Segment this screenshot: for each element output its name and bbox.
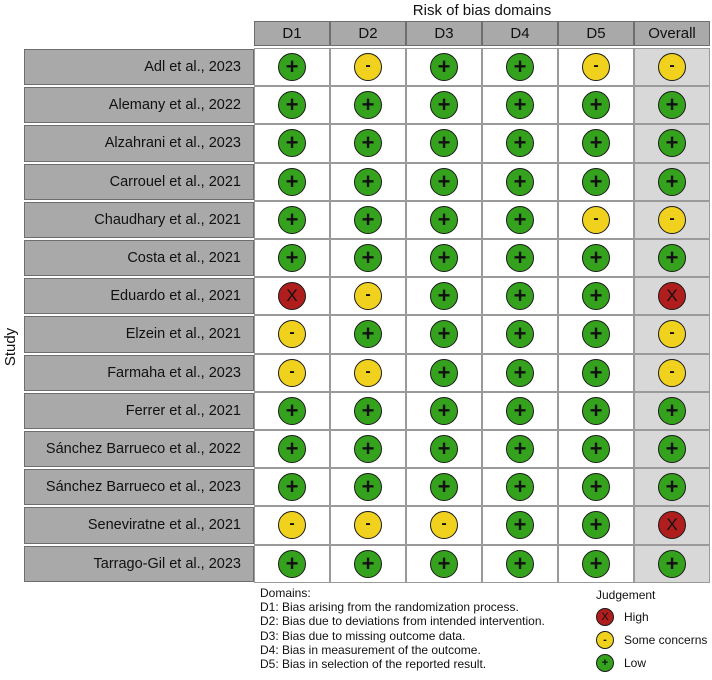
study-label: Elzein et al., 2021 (24, 316, 254, 352)
rating-cell (482, 430, 558, 468)
rating-cell (330, 48, 406, 86)
rating-cell (330, 315, 406, 353)
domains-legend-heading: Domains: (260, 586, 311, 600)
rating-cell (558, 430, 634, 468)
low-risk-icon: + (506, 129, 534, 157)
low-risk-icon: + (354, 435, 382, 463)
rating-cell (558, 468, 634, 506)
low-risk-icon: + (506, 206, 534, 234)
low-risk-icon: + (582, 550, 610, 578)
high-risk-icon: X (658, 511, 686, 539)
low-risk-icon: + (596, 654, 614, 672)
low-risk-icon: + (430, 435, 458, 463)
low-risk-icon: + (354, 550, 382, 578)
low-risk-icon: + (582, 397, 610, 425)
rating-cell (254, 201, 330, 239)
rating-cell (558, 392, 634, 430)
rating-cell (482, 201, 558, 239)
low-risk-icon: + (278, 91, 306, 119)
rating-cell (634, 48, 710, 86)
rating-cell (558, 48, 634, 86)
low-risk-icon: + (354, 397, 382, 425)
some-concerns-icon: - (278, 359, 306, 387)
low-risk-icon: + (506, 168, 534, 196)
low-risk-icon: + (354, 129, 382, 157)
low-risk-icon: + (506, 359, 534, 387)
low-risk-icon: + (430, 168, 458, 196)
study-label: Ferrer et al., 2021 (24, 393, 254, 429)
low-risk-icon: + (430, 244, 458, 272)
low-risk-icon: + (430, 473, 458, 501)
low-risk-icon: + (506, 244, 534, 272)
low-risk-icon: + (354, 206, 382, 234)
low-risk-icon: + (582, 129, 610, 157)
judgement-legend-some (596, 631, 708, 654)
judgement-legend-low-label: Low (624, 656, 647, 670)
low-risk-icon: + (506, 473, 534, 501)
rating-cell (254, 545, 330, 583)
low-risk-icon: + (278, 129, 306, 157)
rating-cell (558, 506, 634, 544)
some-concerns-icon: - (658, 320, 686, 348)
domains-legend-item-d2: D2: Bias due to deviations from intended intervention. (260, 614, 545, 629)
low-risk-icon: + (582, 473, 610, 501)
study-label: Alzahrani et al., 2023 (24, 125, 254, 161)
rating-cell (254, 48, 330, 86)
rating-cell (406, 163, 482, 201)
study-label: Seneviratne et al., 2021 (24, 507, 254, 543)
study-label: Carrouel et al., 2021 (24, 164, 254, 200)
rating-cell (634, 430, 710, 468)
low-risk-icon: + (430, 91, 458, 119)
low-risk-icon: + (354, 320, 382, 348)
low-risk-icon: + (430, 129, 458, 157)
low-risk-icon: + (430, 550, 458, 578)
rating-cell (482, 468, 558, 506)
rating-cell (254, 354, 330, 392)
rating-cell (634, 315, 710, 353)
rating-cell (482, 48, 558, 86)
rating-cell (634, 124, 710, 162)
low-risk-icon: + (582, 168, 610, 196)
rating-cell (406, 315, 482, 353)
some-concerns-icon: - (596, 631, 614, 649)
low-risk-icon: + (506, 53, 534, 81)
chart-title: Risk of bias domains (412, 2, 552, 19)
rating-cell (254, 506, 330, 544)
rating-cell (558, 163, 634, 201)
low-risk-icon: + (506, 550, 534, 578)
low-risk-icon: + (506, 511, 534, 539)
rating-cell (634, 506, 710, 544)
rating-cell (482, 392, 558, 430)
rating-cell (330, 468, 406, 506)
some-concerns-icon: - (430, 511, 458, 539)
rating-cell (482, 239, 558, 277)
rating-cell (558, 277, 634, 315)
low-risk-icon: + (582, 511, 610, 539)
judgement-legend-high (596, 608, 655, 631)
rating-cell (482, 277, 558, 315)
low-risk-icon: + (354, 473, 382, 501)
low-risk-icon: + (278, 550, 306, 578)
domains-legend-item-d3: D3: Bias due to missing outcome data. (260, 628, 466, 643)
rating-cell (330, 392, 406, 430)
low-risk-icon: + (430, 359, 458, 387)
low-risk-icon: + (506, 91, 534, 119)
rating-cell (330, 86, 406, 124)
rating-cell (330, 201, 406, 239)
low-risk-icon: + (658, 244, 686, 272)
some-concerns-icon: - (354, 282, 382, 310)
rating-cell (634, 163, 710, 201)
rating-cell (558, 86, 634, 124)
low-risk-icon: + (582, 435, 610, 463)
rating-cell (406, 506, 482, 544)
study-label: Sánchez Barrueco et al., 2023 (24, 469, 254, 505)
study-label: Chaudhary et al., 2021 (24, 202, 254, 238)
rating-cell (254, 86, 330, 124)
rating-cell (634, 277, 710, 315)
judgement-legend-low (596, 654, 655, 677)
rating-cell (330, 430, 406, 468)
rating-cell (330, 163, 406, 201)
column-header-d5: D5 (558, 21, 634, 46)
judgement-legend-high-label: High (624, 610, 649, 624)
low-risk-icon: + (582, 359, 610, 387)
domains-legend-item-d1: D1: Bias arising from the randomization process. (260, 600, 519, 615)
low-risk-icon: + (658, 91, 686, 119)
low-risk-icon: + (658, 550, 686, 578)
rating-cell (406, 468, 482, 506)
some-concerns-icon: - (658, 206, 686, 234)
low-risk-icon: + (278, 435, 306, 463)
rating-cell (254, 239, 330, 277)
rating-cell (482, 86, 558, 124)
domains-legend-item-d4: D4: Bias in measurement of the outcome. (260, 642, 481, 657)
rating-cell (330, 545, 406, 583)
some-concerns-icon: - (582, 206, 610, 234)
rating-cell (254, 430, 330, 468)
judgement-legend-heading: Judgement (596, 588, 656, 602)
low-risk-icon: + (430, 282, 458, 310)
rating-cell (254, 392, 330, 430)
rating-cell (558, 239, 634, 277)
rating-cell (330, 124, 406, 162)
study-label: Eduardo et al., 2021 (24, 278, 254, 314)
low-risk-icon: + (582, 244, 610, 272)
low-risk-icon: + (278, 397, 306, 425)
judgement-legend (596, 588, 708, 677)
low-risk-icon: + (430, 53, 458, 81)
low-risk-icon: + (430, 206, 458, 234)
low-risk-icon: + (506, 397, 534, 425)
low-risk-icon: + (506, 320, 534, 348)
rating-cell (406, 354, 482, 392)
rating-cell (406, 545, 482, 583)
study-label: Costa et al., 2021 (24, 240, 254, 276)
low-risk-icon: + (658, 168, 686, 196)
rating-cell (406, 239, 482, 277)
domains-legend (260, 586, 545, 671)
high-risk-icon: X (278, 282, 306, 310)
low-risk-icon: + (278, 53, 306, 81)
rating-cell (558, 124, 634, 162)
rating-cell (634, 239, 710, 277)
rating-cell (558, 354, 634, 392)
rating-cell (558, 201, 634, 239)
rating-cell (634, 392, 710, 430)
rating-cell (406, 48, 482, 86)
rating-cell (330, 506, 406, 544)
rating-cell (406, 392, 482, 430)
column-header-d1: D1 (254, 21, 330, 46)
high-risk-icon: X (658, 282, 686, 310)
rating-cell (634, 354, 710, 392)
rating-cell (482, 124, 558, 162)
rating-cell (254, 124, 330, 162)
low-risk-icon: + (354, 168, 382, 196)
rating-cell (634, 201, 710, 239)
low-risk-icon: + (278, 206, 306, 234)
low-risk-icon: + (278, 244, 306, 272)
rating-cell (482, 506, 558, 544)
column-header-d3: D3 (406, 21, 482, 46)
some-concerns-icon: - (582, 53, 610, 81)
rating-cell (482, 315, 558, 353)
low-risk-icon: + (658, 129, 686, 157)
low-risk-icon: + (658, 435, 686, 463)
rating-cell (634, 468, 710, 506)
rating-cell (330, 354, 406, 392)
study-label: Tarrago-Gil et al., 2023 (24, 546, 254, 582)
rating-cell (254, 163, 330, 201)
low-risk-icon: + (430, 397, 458, 425)
rating-cell (558, 315, 634, 353)
rating-cell (406, 277, 482, 315)
high-risk-icon: X (596, 608, 614, 626)
study-label: Farmaha et al., 2023 (24, 355, 254, 391)
rating-cell (406, 124, 482, 162)
some-concerns-icon: - (354, 359, 382, 387)
rating-cell (254, 277, 330, 315)
low-risk-icon: + (354, 91, 382, 119)
judgement-legend-some-label: Some concerns (624, 633, 708, 647)
rating-cell (482, 354, 558, 392)
study-label: Alemany et al., 2022 (24, 87, 254, 123)
low-risk-icon: + (582, 282, 610, 310)
rating-cell (634, 545, 710, 583)
study-label: Adl et al., 2023 (24, 49, 254, 85)
rating-cell (482, 545, 558, 583)
low-risk-icon: + (278, 168, 306, 196)
low-risk-icon: + (430, 320, 458, 348)
some-concerns-icon: - (278, 511, 306, 539)
low-risk-icon: + (506, 282, 534, 310)
y-axis-label-text: Study (2, 327, 19, 367)
low-risk-icon: + (658, 473, 686, 501)
rating-cell (330, 239, 406, 277)
some-concerns-icon: - (658, 53, 686, 81)
rating-cell (558, 545, 634, 583)
column-header-overall: Overall (634, 21, 710, 46)
rating-cell (330, 277, 406, 315)
domains-legend-item-d5: D5: Bias in selection of the reported result. (260, 657, 487, 672)
some-concerns-icon: - (354, 53, 382, 81)
rating-cell (482, 163, 558, 201)
study-label: Sánchez Barrueco et al., 2022 (24, 431, 254, 467)
some-concerns-icon: - (658, 359, 686, 387)
low-risk-icon: + (582, 320, 610, 348)
low-risk-icon: + (582, 91, 610, 119)
some-concerns-icon: - (278, 320, 306, 348)
rating-cell (406, 430, 482, 468)
rating-cell (254, 315, 330, 353)
some-concerns-icon: - (354, 511, 382, 539)
column-header-d4: D4 (482, 21, 558, 46)
rating-cell (406, 86, 482, 124)
column-header-d2: D2 (330, 21, 406, 46)
low-risk-icon: + (354, 244, 382, 272)
low-risk-icon: + (278, 473, 306, 501)
rating-cell (254, 468, 330, 506)
rating-cell (406, 201, 482, 239)
low-risk-icon: + (506, 435, 534, 463)
rating-cell (634, 86, 710, 124)
low-risk-icon: + (658, 397, 686, 425)
